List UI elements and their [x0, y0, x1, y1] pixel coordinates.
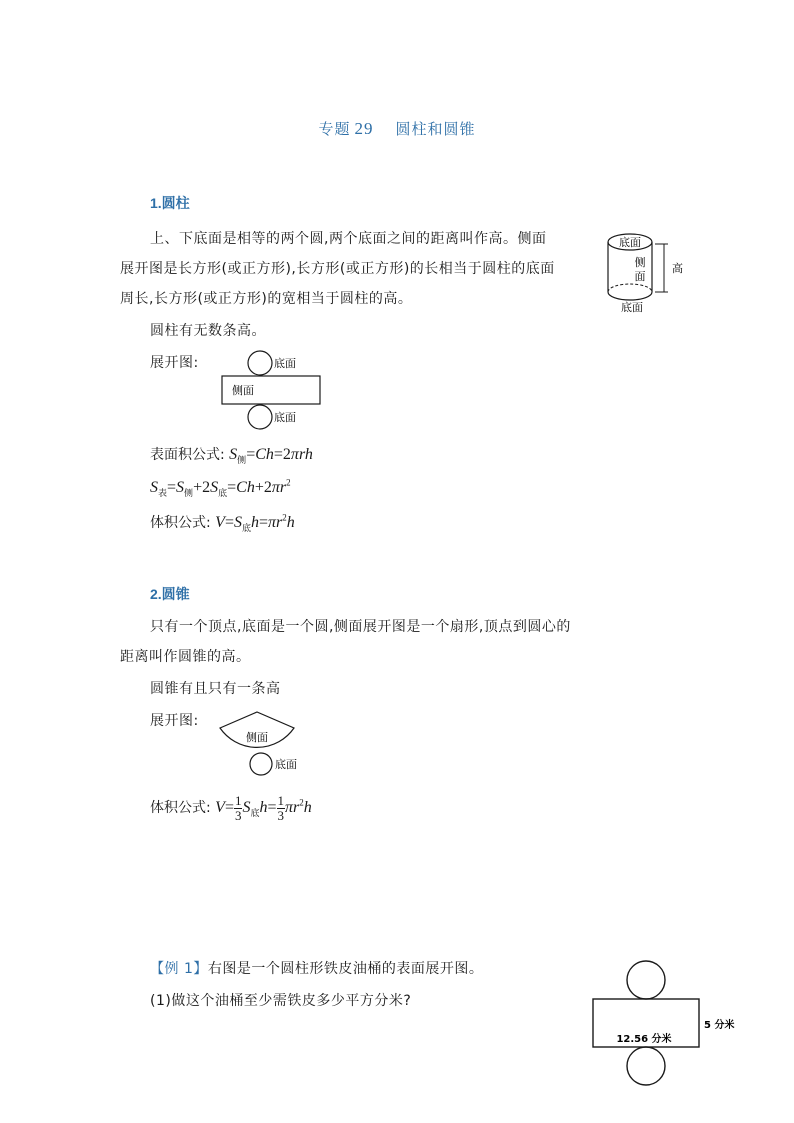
cylinder-net-figure [218, 346, 330, 432]
cone-volume-label: 体积公式: [150, 800, 211, 817]
sub-base-2: 底 [241, 524, 251, 535]
title-name: 圆柱和圆锥 [395, 120, 476, 138]
title-number: 29 [354, 119, 374, 138]
cylinder-para-line-2: 展开图是长方形(或正方形),长方形(或正方形)的长相当于圆柱的底面 [120, 261, 555, 277]
cylinder-total-formula: $S_表=S_侧+2S_底=Ch+2\pi r^2$ [150, 478, 291, 500]
sub-side-2: 侧 [184, 489, 194, 500]
example-length-label: 12.56 分米 [616, 1034, 672, 1045]
cone-net-bottom-label: 底面 [275, 758, 297, 771]
cylinder-bottom-label: 底面 [621, 301, 643, 314]
cylinder-net-label: 展开图: [150, 355, 199, 371]
title-prefix: 专题 [318, 120, 351, 138]
cylinder-net-top-label: 底面 [274, 357, 296, 370]
page-title [0, 118, 794, 139]
cone-para-line-2: 距离叫作圆锥的高。 [120, 649, 251, 665]
cone-para-line-1: 只有一个顶点,底面是一个圆,侧面展开图是一个扇形,顶点到圆心的 [150, 619, 571, 635]
cylinder-note: 圆柱有无数条高。 [150, 323, 266, 339]
cylinder-side-label-2: 面 [634, 270, 646, 283]
cylinder-net-bottom-label: 底面 [274, 411, 296, 424]
cylinder-figure [600, 228, 683, 316]
cylinder-para-line-3: 周长,长方形(或正方形)的宽相当于圆柱的高。 [120, 291, 413, 307]
surface-formula-label: 表面积公式: [150, 447, 225, 463]
example-width-label: 5 分米 [704, 1020, 735, 1031]
example-1-tag: 【例 1】 [150, 961, 208, 977]
cylinder-para-line-1: 上、下底面是相等的两个圆,两个底面之间的距离叫作高。侧面 [150, 231, 547, 247]
cone-sub-base: 底 [250, 809, 260, 820]
cylinder-height-label: 高 [672, 262, 683, 275]
cylinder-surface-formula: 表面积公式: $S_侧=Ch=2\pi rh$ [150, 446, 313, 467]
cone-volume-formula: 体积公式: V= $\frac{1}{3}$ $S_底h=$ $\frac{1}{3}$ $\pi r^2h$ [150, 793, 312, 823]
sub-side: 侧 [237, 456, 247, 467]
example-net-figure [584, 956, 744, 1090]
section-heading-cylinder: 1.圆柱 [150, 195, 190, 211]
example-1-text: 右图是一个圆柱形铁皮油桶的表面展开图。 [207, 961, 484, 977]
cone-net-figure [214, 706, 324, 778]
example-1-question-1: (1)做这个油桶至少需铁皮多少平方分米? [150, 993, 412, 1009]
cylinder-volume-formula: 体积公式: $V=S_底h=\pi r^2h$ [150, 512, 295, 535]
example-1-line [150, 954, 483, 984]
sub-total: 表 [158, 489, 168, 500]
cone-net-lateral-label: 侧面 [246, 731, 268, 744]
cylinder-side-label-1: 侧 [634, 256, 646, 269]
cylinder-top-label: 底面 [619, 236, 641, 249]
cylinder-net-lateral-label: 侧面 [232, 384, 254, 397]
cylinder-volume-label: 体积公式: [150, 515, 211, 531]
section-heading-cone: 2.圆锥 [150, 586, 190, 602]
cone-net-label: 展开图: [150, 713, 199, 729]
cone-note: 圆锥有且只有一条高 [150, 681, 281, 697]
sub-base: 底 [218, 489, 228, 500]
